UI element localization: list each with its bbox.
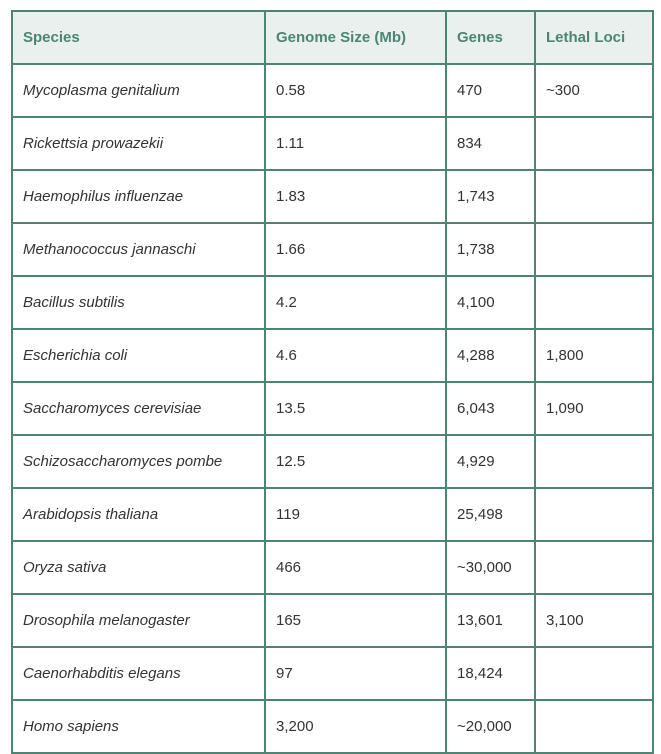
cell-species: Rickettsia prowazekii [12,117,265,170]
header-row [12,11,653,64]
header-genome-size: Genome Size (Mb) [265,11,446,64]
cell-genome-size: 12.5 [265,435,446,488]
genome-table [11,10,654,754]
cell-species: Methanococcus jannaschi [12,223,265,276]
cell-genome-size: 1.83 [265,170,446,223]
cell-genome-size: 13.5 [265,382,446,435]
cell-species: Oryza sativa [12,541,265,594]
cell-genome-size: 4.2 [265,276,446,329]
cell-genes: 18,424 [446,647,535,700]
cell-genome-size: 1.66 [265,223,446,276]
cell-genes: 13,601 [446,594,535,647]
cell-lethal-loci [535,117,653,170]
cell-species: Schizosaccharomyces pombe [12,435,265,488]
cell-genome-size: 3,200 [265,700,446,753]
cell-species: Haemophilus influenzae [12,170,265,223]
cell-genes: 4,929 [446,435,535,488]
table-row [12,594,653,647]
cell-genome-size: 466 [265,541,446,594]
cell-genome-size: 97 [265,647,446,700]
table-row [12,541,653,594]
table-row [12,435,653,488]
cell-genes: 25,498 [446,488,535,541]
cell-lethal-loci: 3,100 [535,594,653,647]
table-header [12,11,653,64]
genome-table-container [11,10,652,754]
cell-genes: 1,738 [446,223,535,276]
header-species: Species [12,11,265,64]
cell-species: Mycoplasma genitalium [12,64,265,117]
cell-lethal-loci [535,541,653,594]
table-row [12,488,653,541]
cell-genome-size: 165 [265,594,446,647]
cell-genes: 470 [446,64,535,117]
cell-species: Homo sapiens [12,700,265,753]
table-body [12,64,653,753]
cell-lethal-loci [535,170,653,223]
table-row [12,700,653,753]
table-row [12,647,653,700]
cell-species: Drosophila melanogaster [12,594,265,647]
table-row [12,382,653,435]
cell-genes: 1,743 [446,170,535,223]
cell-species: Escherichia coli [12,329,265,382]
cell-lethal-loci [535,488,653,541]
cell-genes: 4,100 [446,276,535,329]
header-genes: Genes [446,11,535,64]
cell-genome-size: 119 [265,488,446,541]
table-row [12,223,653,276]
table-row [12,170,653,223]
cell-lethal-loci: ~300 [535,64,653,117]
cell-species: Arabidopsis thaliana [12,488,265,541]
cell-lethal-loci [535,276,653,329]
cell-genome-size: 1.11 [265,117,446,170]
cell-genes: 834 [446,117,535,170]
cell-species: Caenorhabditis elegans [12,647,265,700]
cell-lethal-loci [535,647,653,700]
cell-lethal-loci: 1,800 [535,329,653,382]
cell-lethal-loci [535,223,653,276]
cell-lethal-loci [535,435,653,488]
cell-lethal-loci: 1,090 [535,382,653,435]
header-lethal-loci: Lethal Loci [535,11,653,64]
table-row [12,117,653,170]
cell-species: Bacillus subtilis [12,276,265,329]
cell-genes: 6,043 [446,382,535,435]
table-row [12,329,653,382]
cell-genes: ~20,000 [446,700,535,753]
cell-genome-size: 4.6 [265,329,446,382]
cell-lethal-loci [535,700,653,753]
cell-genes: ~30,000 [446,541,535,594]
table-row [12,276,653,329]
cell-genes: 4,288 [446,329,535,382]
table-row [12,64,653,117]
cell-genome-size: 0.58 [265,64,446,117]
cell-species: Saccharomyces cerevisiae [12,382,265,435]
